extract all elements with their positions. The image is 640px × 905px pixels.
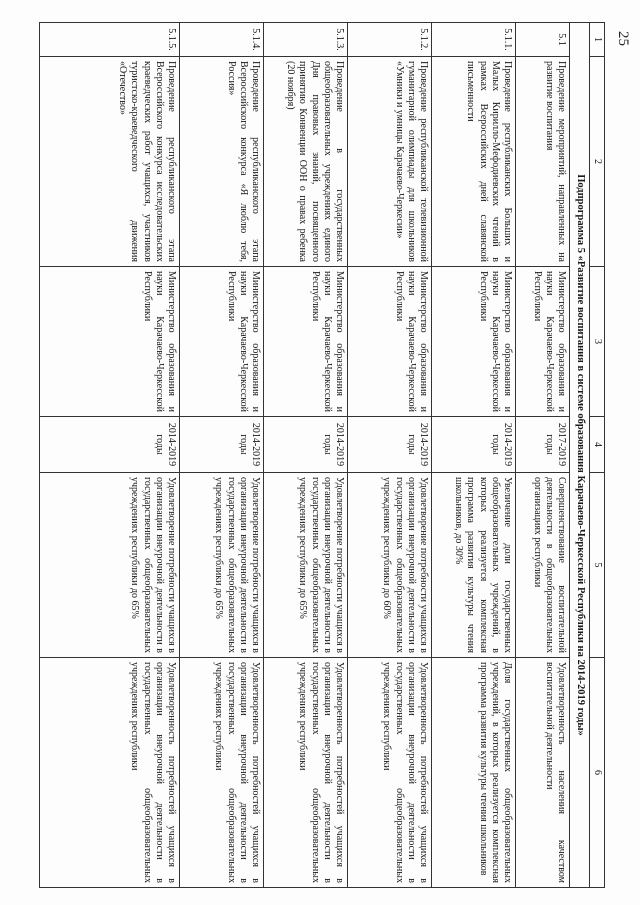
expected-result-cell: Удовлетворение потребности учащихся в организации внеурочной деятельности в государственных общеобразовательных учреждениях республики до 65% xyxy=(180,473,264,658)
event-cell: Проведение мероприятий, направленных на развитие воспитания xyxy=(516,57,570,267)
period-cell: 2014-2019 годы xyxy=(180,417,264,473)
table-row xyxy=(264,23,348,888)
rotated-table-wrapper xyxy=(97,22,605,887)
executor-cell: Министерство образования и науки Карачаево-Черкесской Республики xyxy=(40,267,180,417)
row-number: 5.1.1. xyxy=(432,23,516,57)
executor-cell: Министерство образования и науки Карачаево-Черкесской Республики xyxy=(348,267,432,417)
period-cell: 2014-2019 годы xyxy=(264,417,348,473)
indicator-cell: Удовлетворенность потребностей учащихся в организации внеурочной деятельности в государственных общеобразовательных учреждениях республики xyxy=(180,658,264,888)
expected-result-cell: Удовлетворение потребности учащихся в организации внеурочной деятельности в государственных общеобразовательных учреждениях республики до 60% xyxy=(348,473,432,658)
executor-cell: Министерство образования и науки Карачаево-Черкесской Республики xyxy=(516,267,570,417)
column-number: 1 xyxy=(589,23,604,57)
page-number: 25 xyxy=(615,31,631,46)
indicator-cell: Удовлетворенность потребностей учащихся в организации внеурочной деятельности в государственных общеобразовательных учреждениях республики xyxy=(264,658,348,888)
subprogram-title-row xyxy=(570,23,590,888)
column-number-row xyxy=(589,23,604,888)
event-cell: Проведение республиканской телевизионной гуманитарной олимпиады для школьников «Умники и умницы Карачаево-Черкесии» xyxy=(348,57,432,267)
program-table xyxy=(39,22,605,888)
event-cell: Проведение республиканских Больших и Малых Кирилло-Мефодиевских чтений в рамках Всероссийских дней славянской письменности xyxy=(432,57,516,267)
table-row xyxy=(40,23,180,888)
row-number: 5.1.4. xyxy=(180,23,264,57)
row-number: 5.1.5. xyxy=(40,23,180,57)
indicator-cell: Удовлетворенность потребностей учащихся в организации внеурочной деятельности в государственных общеобразовательных учреждениях республики xyxy=(348,658,432,888)
table-row xyxy=(180,23,264,888)
event-cell: Проведение в государственных общеобразовательных учреждениях единого Дня правовых знаний, посвященного принятию Конвенции ООН о правах ребенка (20 ноября) xyxy=(264,57,348,267)
table-row xyxy=(348,23,432,888)
expected-result-cell: Увеличение доли государственных общеобразовательных учреждений, в которых реализуется комплексная программа развития культуры чтения школьников, до 30% xyxy=(432,473,516,658)
period-cell: 2017-2019 годы xyxy=(516,417,570,473)
column-number: 2 xyxy=(589,57,604,267)
indicator-cell: Удовлетворенность населения качеством воспитательной деятельности xyxy=(516,658,570,888)
row-number: 5.1 xyxy=(516,23,570,57)
event-cell: Проведение республиканского этапа Всероссийского конкурса исследовательских краеведческих работ учащихся, участников туристско-краеведческого движения «Отечество» xyxy=(40,57,180,267)
expected-result-cell: Удовлетворение потребности учащихся в организации внеурочной деятельности в государственных общеобразовательных учреждениях республики до 65% xyxy=(40,473,180,658)
column-number: 5 xyxy=(589,473,604,658)
column-number: 4 xyxy=(589,417,604,473)
expected-result-cell: Удовлетворение потребности учащихся в организации внеурочной деятельности в государственных общеобразовательных учреждениях республики до 65% xyxy=(264,473,348,658)
period-cell: 2014-2019 годы xyxy=(432,417,516,473)
indicator-cell: Доля государственных общеобразовательных учреждений, в которых реализуется комплексная программа развития культуры чтения школьников xyxy=(432,658,516,888)
event-cell: Проведение республиканского этапа Всероссийского конкурса «Я люблю тебя, Россия» xyxy=(180,57,264,267)
subprogram-title: Подпрограмма 5 «Развитие воспитания в системе образования Карачаево-Черкесской Республики на 2014-2019 годы» xyxy=(570,23,590,888)
indicator-cell: Удовлетворенность потребностей учащихся в организации внеурочной деятельности в государственных общеобразовательных учреждениях республики xyxy=(40,658,180,888)
period-cell: 2014-2019 годы xyxy=(40,417,180,473)
table-row xyxy=(516,23,570,888)
expected-result-cell: Совершенствование воспитательной деятельности в общеобразовательных организациях республики xyxy=(516,473,570,658)
executor-cell: Министерство образования и науки Карачаево-Черкесской Республики xyxy=(264,267,348,417)
row-number: 5.1.3. xyxy=(264,23,348,57)
table-row xyxy=(432,23,516,888)
column-number: 6 xyxy=(589,658,604,888)
row-number: 5.1.2. xyxy=(348,23,432,57)
period-cell: 2014-2019 годы xyxy=(348,417,432,473)
executor-cell: Министерство образования и науки Карачаево-Черкесской Республики xyxy=(432,267,516,417)
executor-cell: Министерство образования и науки Карачаево-Черкесской Республики xyxy=(180,267,264,417)
column-number: 3 xyxy=(589,267,604,417)
